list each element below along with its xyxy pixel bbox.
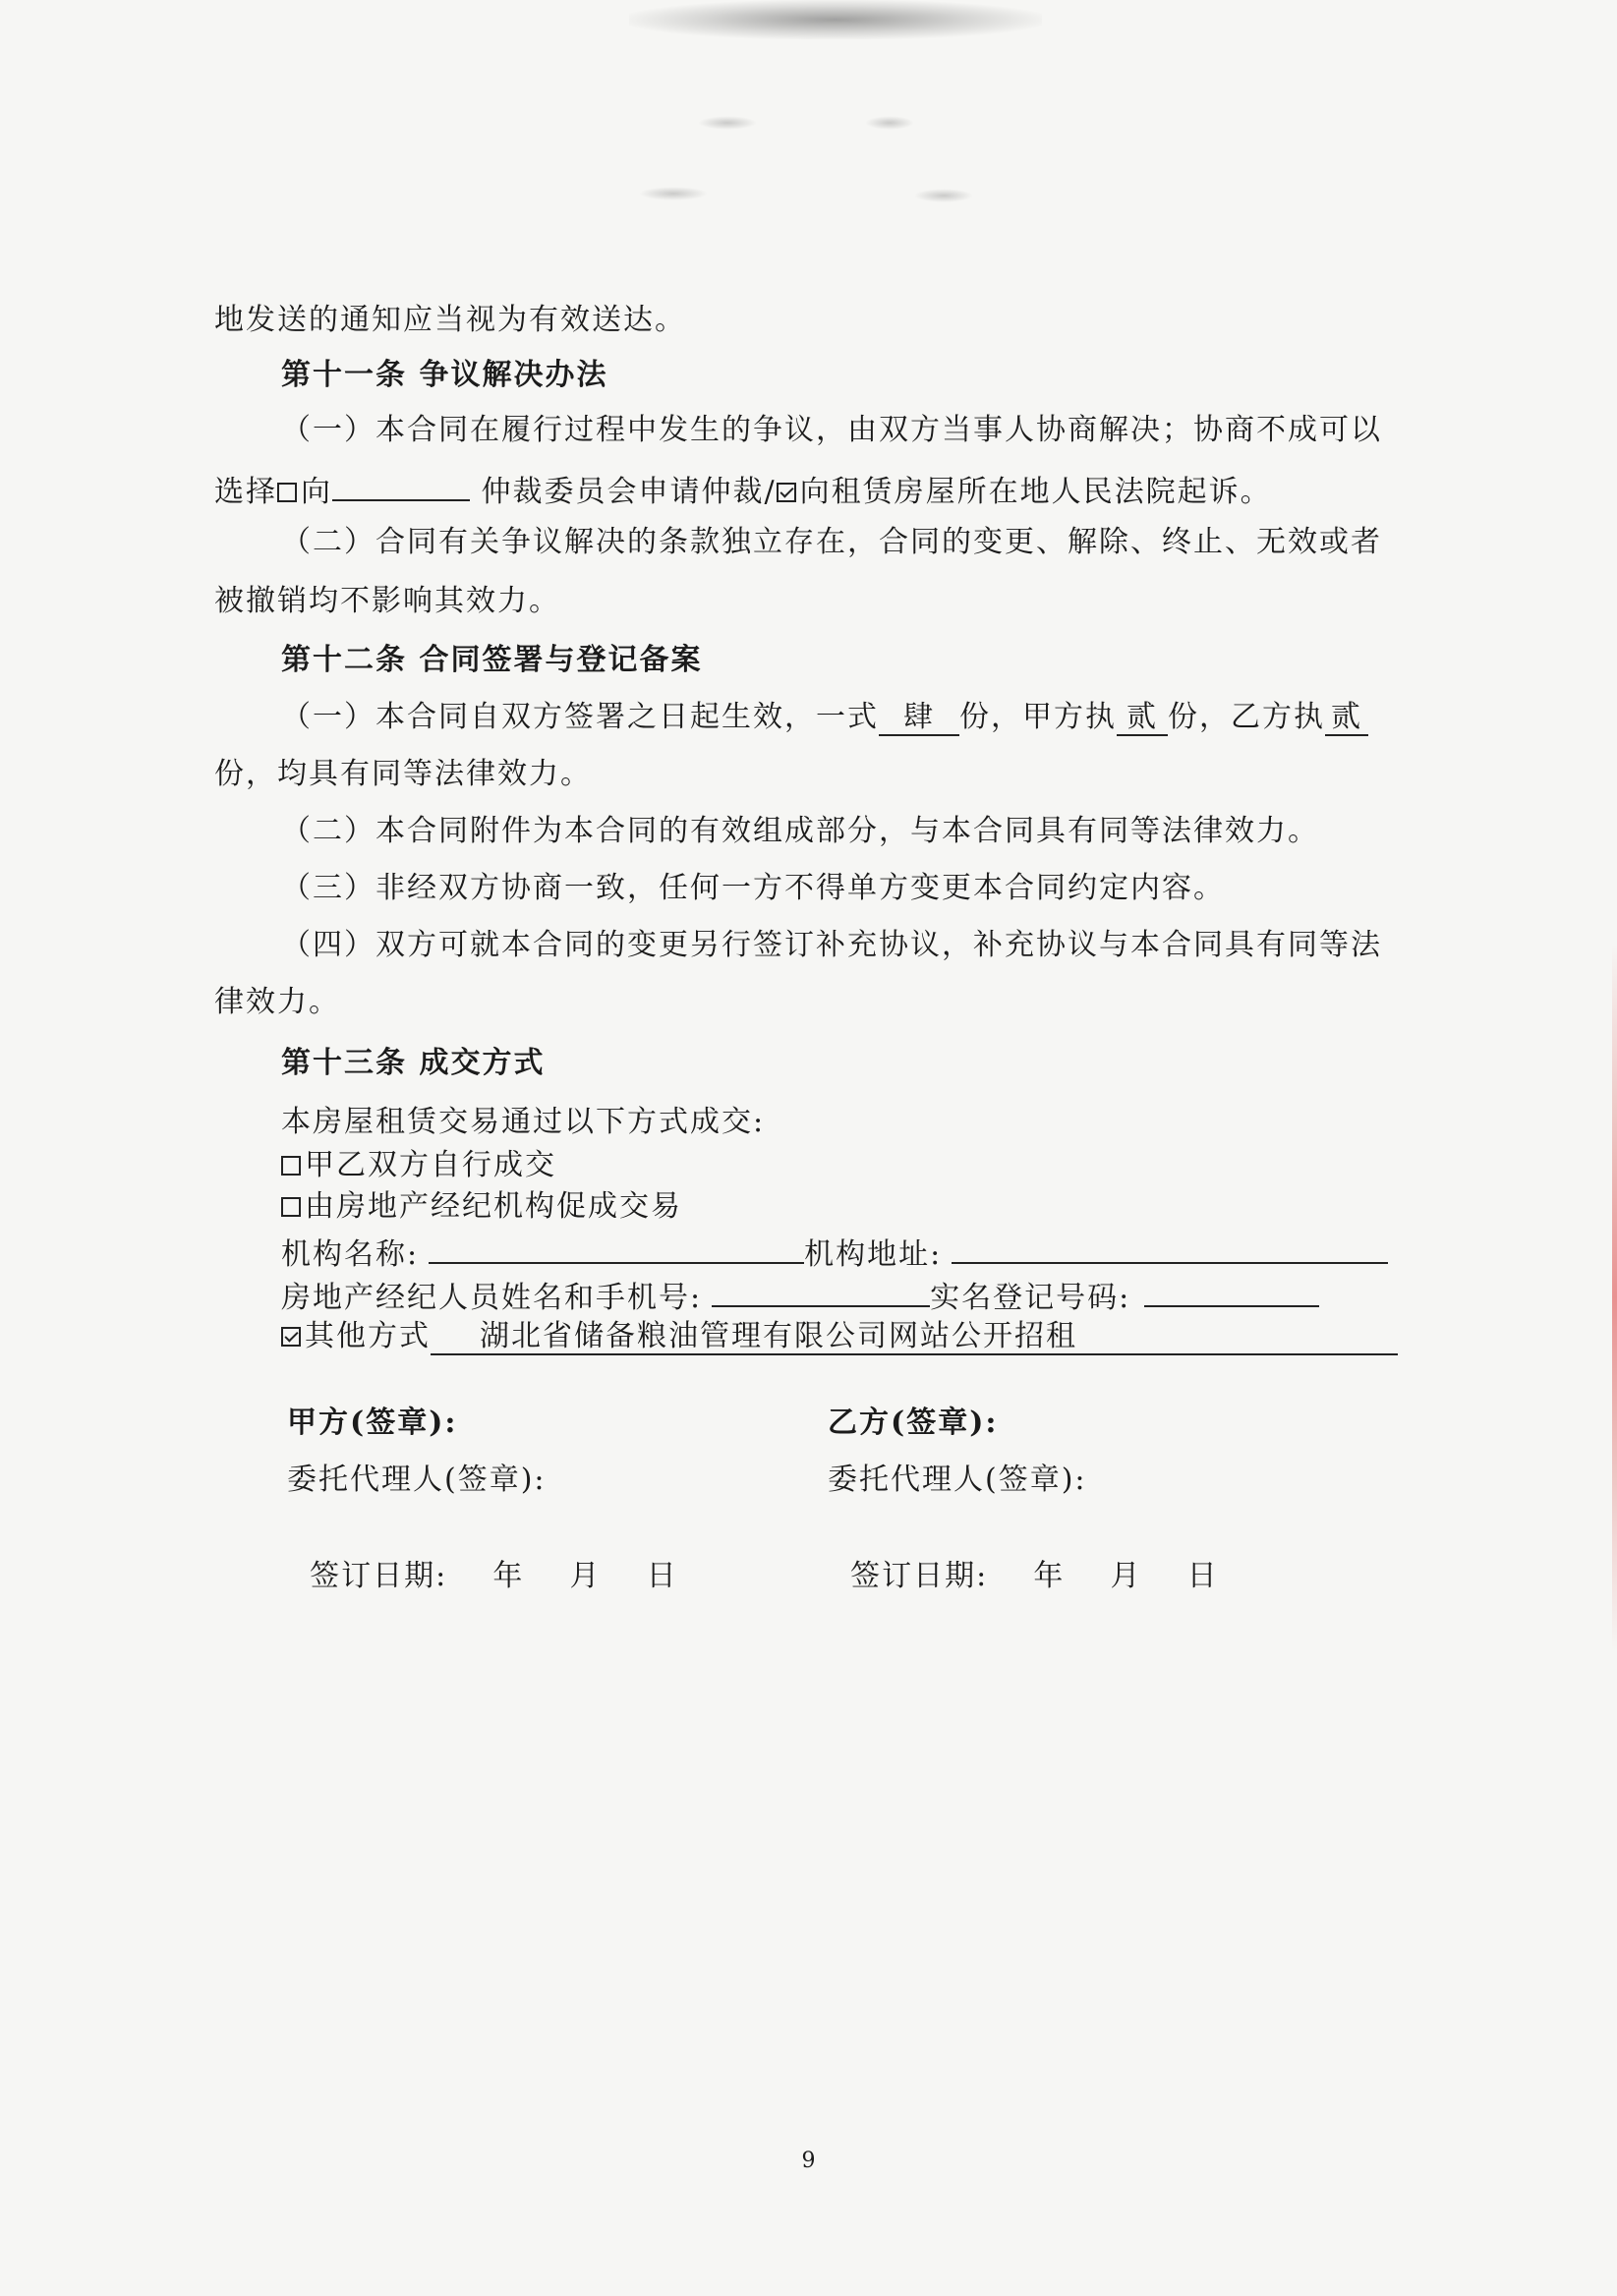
line-text: 份，甲方执	[959, 700, 1117, 734]
agency-name-field[interactable]	[429, 1231, 804, 1264]
arbitration-blank[interactable]	[332, 468, 470, 501]
agency-address-field[interactable]	[952, 1231, 1388, 1264]
checkbox-court[interactable]	[777, 483, 796, 502]
copies-party-b-field[interactable]: 贰	[1325, 701, 1368, 736]
agent-a-signature	[287, 1461, 547, 1500]
text-line	[214, 301, 686, 340]
text-line	[281, 869, 1225, 908]
line-text: 第十二条 合同签署与登记备案	[281, 643, 703, 677]
agency-name-label: 机构名称:	[281, 1237, 420, 1272]
agent-label: 房地产经纪人员姓名和手机号:	[281, 1281, 703, 1315]
agent-field[interactable]	[712, 1274, 930, 1307]
scan-artifact-top	[629, 0, 1042, 39]
text-line	[281, 523, 1382, 562]
line-text: 选择	[214, 475, 277, 509]
registration-field[interactable]	[1144, 1274, 1319, 1307]
article-11-title	[281, 356, 607, 395]
agency-address-label: 机构地址:	[804, 1237, 943, 1272]
text-line	[214, 755, 592, 794]
line-text: 份，均具有同等法律效力。	[214, 757, 592, 791]
checkbox-arbitration[interactable]	[277, 483, 297, 502]
line-text: （三）非经双方协商一致，任何一方不得单方变更本合同约定内容。	[281, 871, 1225, 905]
page-number: 9	[801, 2149, 816, 2173]
line-text: 由房地产经纪机构促成交易	[305, 1189, 682, 1224]
text-line	[281, 926, 1382, 965]
line-text: 第十三条 成交方式	[281, 1046, 546, 1080]
checkbox-other[interactable]	[281, 1327, 301, 1347]
date-a	[287, 1518, 678, 1596]
text-line	[214, 983, 340, 1022]
party-a-signature	[287, 1404, 457, 1443]
registration-label: 实名登记号码:	[930, 1281, 1131, 1315]
line-text: 被撤销均不影响其效力。	[214, 584, 560, 618]
line-text: 本房屋租赁交易通过以下方式成交:	[281, 1105, 766, 1139]
line-text: 乙方(签章):	[828, 1406, 999, 1440]
checkbox-agency-deal[interactable]	[281, 1197, 301, 1217]
line-text: 签订日期: 年 月 日	[850, 1559, 1219, 1593]
line-text: 甲乙双方自行成交	[305, 1148, 556, 1182]
option-line	[281, 1146, 556, 1185]
line-text: 份，乙方执	[1168, 700, 1325, 734]
line-text: （一）本合同自双方签署之日起生效，一式	[281, 700, 879, 734]
line-text: 第十一条 争议解决办法	[281, 358, 608, 392]
line-text: 签订日期: 年 月 日	[310, 1559, 678, 1593]
date-b	[828, 1518, 1219, 1596]
line-text: 向	[301, 475, 332, 509]
line-text: 委托代理人(签章):	[828, 1463, 1087, 1497]
text-line	[281, 812, 1319, 851]
scan-red-edge	[1612, 944, 1617, 1651]
line-text: 委托代理人(签章):	[287, 1463, 547, 1497]
agent-line	[281, 1274, 1319, 1318]
checkbox-self-deal[interactable]	[281, 1156, 301, 1176]
article-13-title	[281, 1044, 545, 1083]
text-line	[214, 582, 560, 621]
agent-b-signature	[828, 1461, 1087, 1500]
line-text: 甲方(签章):	[287, 1406, 458, 1440]
line-text: 向租赁房屋所在地人民法院起诉。	[799, 475, 1272, 509]
copies-total-field[interactable]: 肆	[879, 701, 959, 736]
scan-artifact-dots	[639, 187, 708, 201]
scan-artifact-dots	[865, 116, 914, 130]
line-text: 地发送的通知应当视为有效送达。	[214, 303, 686, 337]
article-12-title	[281, 641, 702, 680]
line-text: （四）双方可就本合同的变更另行签订补充协议，补充协议与本合同具有同等法	[281, 928, 1382, 962]
other-method-label: 其他方式	[305, 1319, 431, 1353]
text-line	[281, 1103, 765, 1142]
other-method-field[interactable]: 湖北省储备粮油管理有限公司网站公开招租	[431, 1320, 1398, 1355]
text-line	[281, 698, 1368, 737]
scan-artifact-dots	[914, 189, 973, 202]
line-text: （二）本合同附件为本合同的有效组成部分，与本合同具有同等法律效力。	[281, 814, 1319, 848]
text-line	[281, 411, 1382, 450]
line-text: 仲裁委员会申请仲裁/	[470, 475, 777, 509]
other-method-line	[281, 1317, 1398, 1356]
text-line	[214, 468, 1272, 512]
option-line	[281, 1187, 682, 1227]
scan-artifact-dots	[698, 116, 757, 130]
line-text: 律效力。	[214, 985, 340, 1019]
agency-line	[281, 1231, 1388, 1275]
line-text: （一）本合同在履行过程中发生的争议，由双方当事人协商解决；协商不成可以	[281, 413, 1382, 447]
line-text: （二）合同有关争议解决的条款独立存在，合同的变更、解除、终止、无效或者	[281, 525, 1382, 559]
copies-party-a-field[interactable]: 贰	[1117, 701, 1168, 736]
party-b-signature	[828, 1404, 998, 1443]
